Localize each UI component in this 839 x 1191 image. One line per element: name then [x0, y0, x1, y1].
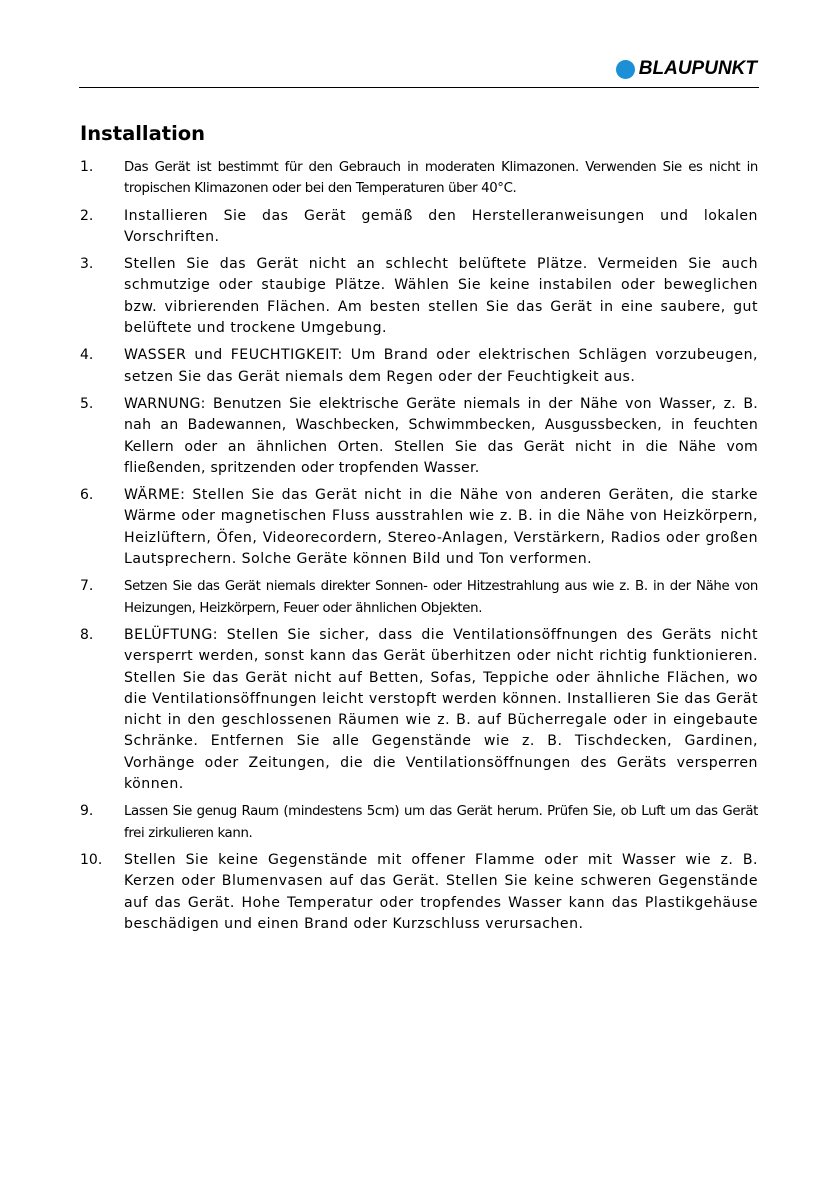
item-number: 9. — [80, 803, 94, 820]
installation-list — [80, 157, 758, 941]
item-number: 10. — [80, 851, 103, 868]
list-item — [80, 206, 758, 249]
item-number: 4. — [80, 347, 94, 364]
item-number: 2. — [80, 207, 94, 224]
list-item — [80, 801, 758, 844]
item-number: 8. — [80, 626, 94, 643]
item-text: BELÜFTUNG: Stellen Sie sicher, dass die Ventilationsöffnungen des Geräts nicht versperrt werden, sonst kann das Gerät überhitzen oder nicht richtig funktionieren. Stellen Sie das Gerät nicht auf Betten, Sofas, Teppiche oder ähnliche Flächen, wo die Ventilationsöffnungen leicht verstopft werden können. Installieren Sie das Gerät nicht in den geschlossenen Räumen wie z. B. auf Bücherregale oder in eingebaute Schränke. Entfernen Sie alle Gegenstände wie z. B. Tischdecken, Gardinen, Vorhänge oder Zeitungen, die die Ventilationsöffnungen des Geräts versperren können. — [124, 626, 758, 793]
item-text: Stellen Sie keine Gegenstände mit offener Flamme oder mit Wasser wie z. B. Kerzen oder Blumenvasen auf das Gerät. Stellen Sie keine schweren Gegenstände auf das Gerät. Hohe Temperatur oder tropfendes Wasser kann das Plastikgehäuse beschädigen und einen Brand oder Kurzschluss verursachen. — [124, 851, 758, 932]
section-title: Installation — [80, 122, 206, 145]
list-item — [80, 345, 758, 388]
item-text: Lassen Sie genug Raum (mindestens 5cm) um das Gerät herum. Prüfen Sie, ob Luft um das Gerät frei zirkulieren kann. — [124, 804, 758, 841]
list-item — [80, 254, 758, 339]
item-text: WARNUNG: Benutzen Sie elektrische Geräte niemals in der Nähe von Wasser, z. B. nah an Badewannen, Waschbecken, Schwimmbecken, Ausgussbecken, in feuchten Kellern oder an ähnlichen Orten. Stellen Sie das Gerät nicht in die Nähe vom fließenden, spritzenden oder tropfenden Wasser. — [124, 395, 758, 476]
brand-dot-icon — [616, 60, 635, 79]
item-text: WÄRME: Stellen Sie das Gerät nicht in die Nähe von anderen Geräten, die starke Wärme oder magnetischen Fluss ausstrahlen wie z. B. in die Nähe von Heizkörpern, Heizlüftern, Öfen, Videorecordern, Stereo-Anlagen, Verstärkern, Radios oder großen Lautsprechern. Solche Geräte können Bild und Ton verformen. — [124, 487, 758, 568]
item-number: 6. — [80, 487, 94, 504]
item-number: 5. — [80, 395, 94, 412]
item-text: Das Gerät ist bestimmt für den Gebrauch in moderaten Klimazonen. Verwenden Sie es nicht in tropischen Klimazonen oder bei den Temperaturen über 40°C. — [124, 160, 758, 197]
list-item — [80, 576, 758, 619]
list-item — [80, 157, 758, 200]
item-text: Setzen Sie das Gerät niemals direkter Sonnen- oder Hitzestrahlung aus wie z. B. in der Nähe von Heizungen, Heizkörpern, Feuer oder ähnlichen Objekten. — [124, 579, 758, 616]
page-header — [79, 50, 759, 88]
list-item — [80, 394, 758, 479]
item-text: Installieren Sie das Gerät gemäß den Herstelleranweisungen und lokalen Vorschriften. — [124, 207, 758, 245]
item-number: 1. — [80, 159, 94, 175]
list-item — [80, 625, 758, 795]
list-item — [80, 850, 758, 935]
item-number: 7. — [80, 578, 94, 595]
list-item — [80, 485, 758, 570]
brand-logo — [616, 59, 757, 79]
item-text: Stellen Sie das Gerät nicht an schlecht belüftete Plätze. Vermeiden Sie auch schmutzige oder staubige Plätze. Wählen Sie keine instabilen oder beweglichen bzw. vibrierenden Flächen. Am besten stellen Sie das Gerät in eine saubere, gut belüftete und trockene Umgebung. — [124, 256, 758, 337]
item-text: WASSER und FEUCHTIGKEIT: Um Brand oder elektrischen Schlägen vorzubeugen, setzen Sie das Gerät niemals dem Regen oder der Feuchtigkeit aus. — [124, 347, 758, 385]
item-number: 3. — [80, 256, 94, 273]
brand-name: BLAUPUNKT — [638, 58, 757, 79]
